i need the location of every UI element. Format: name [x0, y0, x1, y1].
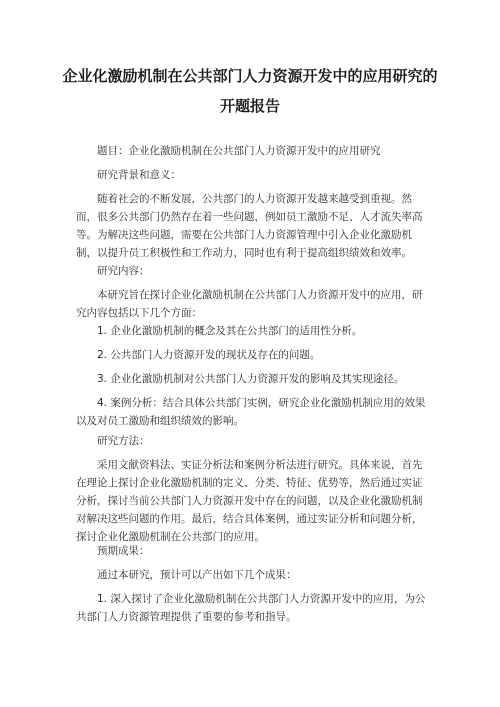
method-paragraph: 采用文献资料法、实证分析法和案例分析法进行研究。具体来说，首先在理论上探讨企业化激励机制的定义、分类、特征、优势等，然后通过实证分析，探讨当前公共部门人力资源开发中存在的问题，以及企业化激励机制对解决这些问题的作用。最后，结合具体案例，通过实证分析和问题分析，探讨企业化激励机制在公共部门的应用。 [76, 459, 423, 543]
background-paragraph: 随着社会的不断发展，公共部门的人力资源开发越来越受到重视。然而，很多公共部门仍然存在着一些问题，例如员工激励不足、人才流失率高等。为解决这些问题，需要在公共部门人力资源管理中引入企业化激励机制，以提升员工积极性和工作动力，同时也有利于提高组织绩效和效率。 [76, 193, 423, 259]
content-intro: 本研究旨在探讨企业化激励机制在公共部门人力资源开发中的应用，研究内容包括以下几个方面： [76, 289, 423, 319]
content-item-2: 2. 公共部门人力资源开发的现状及存在的问题。 [97, 349, 321, 361]
method-label: 研究方法： [97, 435, 150, 447]
doc-title-line1: 企业化激励机制在公共部门人力资源开发中的应用研究的 [62, 67, 438, 85]
content-item-4: 4. 案例分析：结合具体公共部门实例，研究企业化激励机制应用的效果以及对员工激励和组织绩效的影响。 [76, 397, 426, 427]
results-intro: 通过本研究，预计可以产出如下几个成果： [97, 569, 297, 581]
content-item-3: 3. 企业化激励机制对公共部门人力资源开发的影响及其实现途径。 [97, 373, 405, 385]
content-label: 研究内容： [97, 265, 150, 277]
content-item-1: 1. 企业化激励机制的概念及其在公共部门的适用性分析。 [97, 325, 363, 337]
results-item-1: 1. 深入探讨了企业化激励机制在公共部门人力资源开发中的应用，为公共部门人力资源管理提供了重要的参考和指导。 [76, 593, 426, 623]
doc-title-line2: 开题报告 [219, 97, 280, 115]
results-label: 预期成果： [97, 545, 150, 557]
background-label: 研究背景和意义： [97, 169, 181, 181]
topic-line: 题目：企业化激励机制在公共部门人力资源开发中的应用研究 [97, 145, 381, 157]
